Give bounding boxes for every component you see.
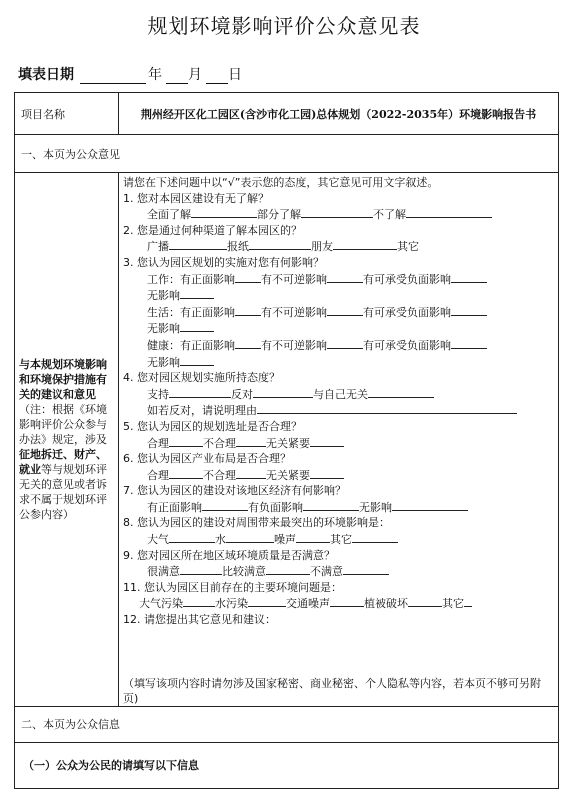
month-label: 月: [188, 67, 202, 83]
q3-health-blank-3[interactable]: [451, 337, 487, 349]
q7-blank-2[interactable]: [303, 499, 359, 511]
q2-blank-2[interactable]: [249, 238, 311, 250]
q11-option-vegetation: 植被破坏: [364, 597, 408, 611]
q2-options: [123, 238, 554, 255]
q6-options: [123, 467, 554, 484]
questionnaire: [119, 173, 559, 707]
q3-work-none-row: [123, 287, 554, 304]
day-field[interactable]: [206, 67, 228, 84]
q11-blank-1[interactable]: [183, 595, 215, 607]
q3-life-blank-3[interactable]: [451, 304, 487, 316]
q11-text: 11. 您认为园区目前存在的主要环境问题是：: [123, 580, 342, 594]
q9-blank-2[interactable]: [266, 563, 310, 575]
q4-option-support: 支持: [147, 387, 169, 401]
q7-option-positive: 有正面影响: [147, 500, 202, 514]
q3-work-row: [123, 271, 554, 288]
section-public-info: 二、本页为公众信息: [15, 706, 559, 742]
q3-work-blank-4[interactable]: [180, 287, 214, 299]
q11-options: [123, 595, 554, 612]
q3-work-blank-2[interactable]: [327, 271, 363, 283]
q3-work-blank-3[interactable]: [451, 271, 487, 283]
q7-option-negative: 有负面影响: [248, 500, 303, 514]
q2-blank-3[interactable]: [333, 238, 397, 250]
q7-blank-1[interactable]: [202, 499, 248, 511]
q4-reason-label: 如若反对，请说明理由: [147, 404, 257, 418]
q8-blank-1[interactable]: [169, 531, 215, 543]
q7-option-none: 无影响: [359, 500, 392, 514]
questionnaire-intro: 请您在下述问题中以“√”表示您的态度，其它意见可用文字叙述。: [123, 176, 439, 189]
q3-health-none: 无影响: [147, 355, 180, 369]
q3-life-blank-1[interactable]: [235, 304, 261, 316]
q5-blank-1[interactable]: [169, 435, 203, 447]
q3-health-acceptable: 有可承受负面影响: [363, 338, 451, 352]
q12-text: 12. 请您提出其它意见和建议：: [123, 613, 276, 627]
q8-option-air: 大气: [147, 533, 169, 547]
q6-option-reasonable: 合理: [147, 468, 169, 482]
q9-blank-1[interactable]: [180, 563, 222, 575]
q9-options: [123, 563, 554, 580]
year-field[interactable]: [80, 67, 146, 84]
q9-option-not: 不满意: [310, 565, 343, 579]
q3-health-none-row: [123, 354, 554, 371]
q3-text: 3. 您认为园区规划的实施对您有何影响？: [123, 255, 324, 269]
q11-blank-2[interactable]: [248, 595, 286, 607]
q5-options: [123, 435, 554, 452]
q11-option-other: 其它: [442, 597, 464, 611]
q1-option-partial: 部分了解: [257, 208, 301, 222]
month-field[interactable]: [166, 67, 188, 84]
q11-blank-4[interactable]: [408, 595, 442, 607]
q3-health-row: [123, 337, 554, 354]
project-name-value: 荆州经开区化工园区(含沙市化工园)总体规划（2022-2035年）环境影响报告书: [119, 93, 559, 135]
q2-text: 2. 您是通过何种渠道了解本园区的？: [123, 223, 302, 237]
q1-options: [123, 206, 554, 223]
year-label: 年: [148, 67, 162, 83]
q2-option-newspaper: 报纸: [227, 240, 249, 254]
q3-health-blank-4[interactable]: [180, 354, 214, 366]
q6-option-unreasonable: 不合理: [203, 468, 236, 482]
q1-blank-3[interactable]: [406, 206, 492, 218]
opinion-field-label-bold2: 征地拆迁、财产、就业: [19, 447, 107, 476]
q5-text: 5. 您认为园区的规划选址是否合理？: [123, 419, 302, 433]
section-public-opinion: 一、本页为公众意见: [15, 135, 559, 173]
project-name-label: 项目名称: [15, 93, 119, 135]
q2-option-friend: 朋友: [311, 240, 333, 254]
q3-work-acceptable: 有可承受负面影响: [363, 272, 451, 286]
q2-option-other: 其它: [397, 240, 419, 254]
q4-blank-1[interactable]: [169, 386, 231, 398]
q8-blank-4[interactable]: [352, 531, 398, 543]
q3-work-positive: 工作：有正面影响: [147, 272, 235, 286]
q8-option-noise: 噪声: [274, 533, 296, 547]
q7-text: 7. 您认为园区的建设对该地区经济有何影响？: [123, 484, 346, 498]
q3-work-none: 无影响: [147, 289, 180, 303]
q2-blank-1[interactable]: [169, 238, 227, 250]
q11-blank-5[interactable]: [464, 595, 472, 607]
q9-option-very: 很满意: [147, 565, 180, 579]
q3-work-irreversible: 有不可逆影响: [261, 272, 327, 286]
fill-date-label: 填表日期: [18, 67, 74, 83]
q3-life-positive: 生活：有正面影响: [147, 305, 235, 319]
q4-blank-2[interactable]: [253, 386, 313, 398]
q1-blank-1[interactable]: [191, 206, 257, 218]
q6-text: 6. 您认为园区产业布局是否合理？: [123, 452, 291, 466]
q4-option-irrelevant: 与自己无关: [313, 387, 368, 401]
q3-life-none: 无影响: [147, 322, 180, 336]
q9-option-fairly: 比较满意: [222, 565, 266, 579]
q3-life-row: [123, 304, 554, 321]
q9-blank-3[interactable]: [343, 563, 389, 575]
q7-blank-3[interactable]: [392, 499, 468, 511]
q8-option-water: 水: [215, 533, 226, 547]
q5-option-indifferent: 无关紧要: [266, 436, 310, 450]
q3-life-blank-2[interactable]: [327, 304, 363, 316]
q1-option-full: 全面了解: [147, 208, 191, 222]
section-citizen-info: （一）公众为公民的请填写以下信息: [15, 742, 559, 788]
privacy-note: （填写该项内容时请勿涉及国家秘密、商业秘密、个人隐私等内容，若本页不够可另附页): [123, 676, 541, 705]
q3-health-positive: 健康：有正面影响: [147, 338, 235, 352]
q8-blank-3[interactable]: [296, 531, 330, 543]
q5-option-unreasonable: 不合理: [203, 436, 236, 450]
opinion-field-label-bold1: 与本规划环境影响和环境保护措施有关的建议和意见: [19, 357, 107, 401]
q3-health-irreversible: 有不可逆影响: [261, 338, 327, 352]
q1-option-none: 不了解: [373, 208, 406, 222]
opinion-field-label-note2: 等与规划环评无关的意见或者诉求不属于规划环评公参内容）: [19, 462, 107, 521]
q8-options: [123, 531, 554, 548]
q3-health-blank-1[interactable]: [235, 337, 261, 349]
q8-text: 8. 您认为园区的建设对周围带来最突出的环境影响是：: [123, 516, 390, 530]
opinion-form-table: [14, 92, 559, 789]
q1-text: 1. 您对本园区建设有无了解？: [123, 191, 269, 205]
q4-text: 4. 您对园区规划实施所持态度？: [123, 371, 280, 385]
q2-option-radio: 广播: [147, 240, 169, 254]
q3-life-none-row: [123, 320, 554, 337]
q11-option-water: 水污染: [215, 597, 248, 611]
q11-option-air: 大气污染: [139, 597, 183, 611]
q4-reason-blank[interactable]: [257, 402, 517, 414]
q9-text: 9. 您对园区所在地区域环境质量是否满意？: [123, 548, 335, 562]
q4-option-oppose: 反对: [231, 387, 253, 401]
q6-blank-1[interactable]: [169, 467, 203, 479]
q5-option-reasonable: 合理: [147, 436, 169, 450]
day-label: 日: [228, 67, 242, 83]
q3-life-blank-4[interactable]: [180, 320, 214, 332]
q6-blank-2[interactable]: [236, 467, 266, 479]
q6-option-indifferent: 无关紧要: [266, 468, 310, 482]
q4-options: [123, 386, 554, 403]
page-title: 规划环境影响评价公众意见表: [147, 14, 421, 38]
q3-health-blank-2[interactable]: [327, 337, 363, 349]
q7-options: [123, 499, 554, 516]
opinion-field-label-note1: （注：根据《环境影响评价公众参与办法》规定，涉及: [19, 402, 107, 446]
opinion-field-label: [15, 173, 119, 707]
q1-blank-2[interactable]: [301, 206, 373, 218]
q6-blank-3[interactable]: [310, 467, 344, 479]
q3-life-acceptable: 有可承受负面影响: [363, 305, 451, 319]
q11-option-traffic: 交通噪声: [286, 597, 330, 611]
q5-blank-3[interactable]: [310, 435, 344, 447]
q11-blank-3[interactable]: [330, 595, 364, 607]
q3-work-blank-1[interactable]: [235, 271, 261, 283]
q3-life-irreversible: 有不可逆影响: [261, 305, 327, 319]
q5-blank-2[interactable]: [236, 435, 266, 447]
q8-option-other: 其它: [330, 533, 352, 547]
fill-date-row: [18, 64, 242, 84]
q4-blank-3[interactable]: [368, 386, 434, 398]
q8-blank-2[interactable]: [226, 531, 274, 543]
q4-reason-row: [123, 402, 554, 419]
